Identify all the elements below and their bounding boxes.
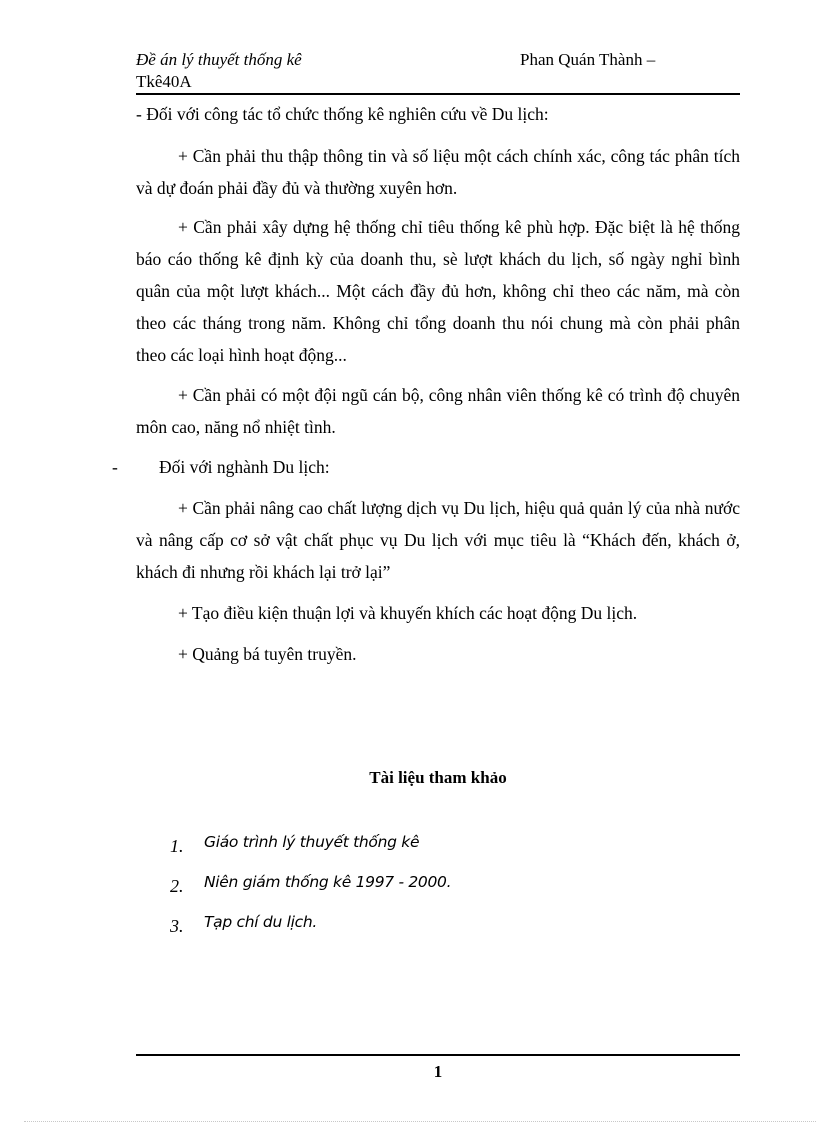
paragraph-promotion: + Quảng bá tuyên truyền. (178, 644, 357, 664)
paragraph-statistics-organization: - Đối với công tác tổ chức thống kê nghiên cứu về Du lịch: (136, 104, 549, 124)
reference-text: Giáo trình lý thuyết thống kê (204, 833, 420, 851)
paragraph-service-quality: + Cần phải nâng cao chất lượng dịch vụ Du lịch, hiệu quả quản lý của nhà nước và nâng cấp cơ sở vật chất phục vụ Du lịch với mục tiêu là “Khách đến, khách ở, khách đi nhưng rồi khách lại trở lại” (136, 498, 740, 582)
page-edge-divider (24, 1121, 816, 1122)
paragraph-indicator-system: + Cần phải xây dựng hệ thống chỉ tiêu thống kê phù hợp. Đặc biệt là hệ thống báo cáo thống kê định kỳ của doanh thu, sè lượt khách du lịch, số ngày nghỉ bình quân của một lượt khách... Một cách đầy đủ hơn, không chỉ theo các năm, mà còn theo các tháng trong năm. Không chỉ tổng doanh thu nói chung mà còn phải phân theo các loại hình hoạt động... (136, 217, 740, 365)
reference-number: 2. (170, 876, 184, 896)
bullet-tourism-industry (0, 451, 816, 483)
header-rule (136, 93, 740, 95)
header-document-title: Đề án lý thuyết thống kê (136, 50, 302, 69)
header-class: Tkê40A (136, 72, 192, 91)
references-title: Tài liệu tham khảo (369, 768, 507, 787)
reference-text: Tạp chí du lịch. (204, 913, 317, 931)
header-author: Phan Quán Thành – (520, 50, 656, 69)
page-header (136, 49, 740, 93)
page-number: 1 (433, 1062, 443, 1081)
paragraph-favorable-conditions: + Tạo điều kiện thuận lợi và khuyến khích các hoạt động Du lịch. (178, 603, 638, 623)
reference-number: 1. (170, 836, 184, 856)
footer-rule (136, 1054, 740, 1056)
reference-number: 3. (170, 916, 184, 936)
paragraph-staff: + Cần phải có một đội ngũ cán bộ, công nhân viên thống kê có trình độ chuyên môn cao, năng nổ nhiệt tình. (136, 385, 740, 437)
bullet-dash: - (112, 457, 118, 477)
bullet-tourism-industry-text: Đối với nghành Du lịch: (159, 457, 330, 477)
paragraph-data-collection: + Cần phải thu thập thông tin và số liệu một cách chính xác, công tác phân tích và dự đoán phải đầy đủ và thường xuyên hơn. (136, 146, 740, 198)
reference-text: Niên giám thống kê 1997 - 2000. (204, 873, 452, 891)
